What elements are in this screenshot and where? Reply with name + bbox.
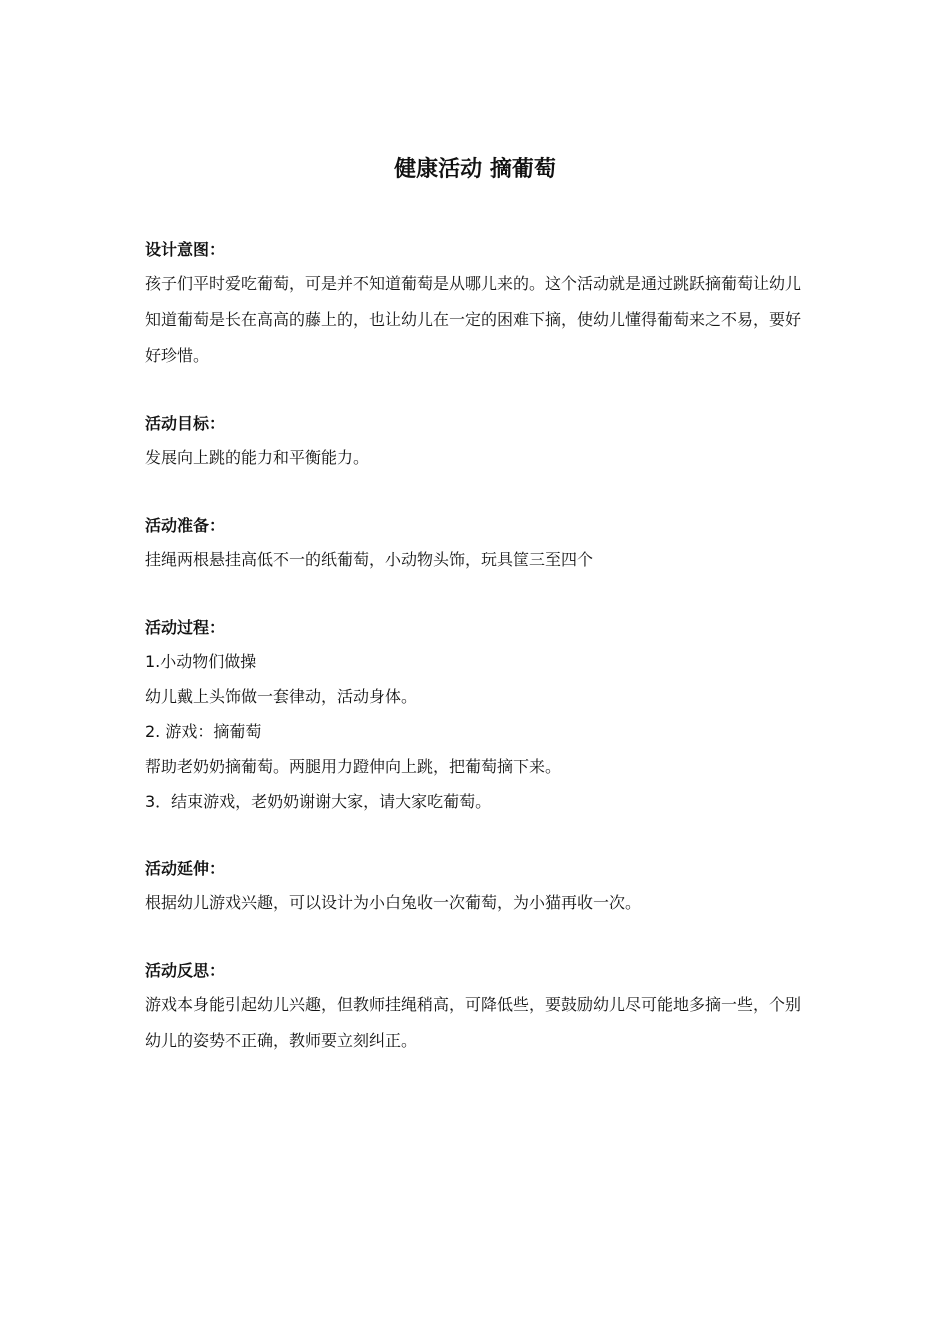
section-activity-process bbox=[145, 612, 815, 819]
section-activity-reflection bbox=[145, 955, 815, 1059]
section-heading: 活动反思： bbox=[145, 961, 226, 980]
section-heading: 设计意图： bbox=[145, 240, 226, 259]
section-paragraph: 孩子们平时爱吃葡萄，可是并不知道葡萄是从哪儿来的。这个活动就是通过跳跃摘葡萄让幼儿知道葡萄是长在高高的藤上的，也让幼儿在一定的困难下摘，使幼儿懂得葡萄来之不易，要好好珍惜。 bbox=[145, 274, 802, 365]
process-step-detail: 幼儿戴上头饰做一套律动，活动身体。 bbox=[145, 687, 418, 706]
section-heading: 活动目标： bbox=[145, 414, 226, 433]
section-paragraph: 发展向上跳的能力和平衡能力。 bbox=[145, 448, 370, 467]
process-step: 2. 游戏：摘葡萄 bbox=[145, 722, 262, 741]
section-heading: 活动延伸： bbox=[145, 859, 226, 878]
section-paragraph: 游戏本身能引起幼儿兴趣，但教师挂绳稍高，可降低些，要鼓励幼儿尽可能地多摘一些，个别幼儿的姿势不正确，教师要立刻纠正。 bbox=[145, 995, 802, 1050]
process-step: 1.小动物们做操 bbox=[145, 652, 257, 671]
section-design-intent bbox=[145, 234, 815, 374]
process-step: 3．结束游戏，老奶奶谢谢大家，请大家吃葡萄。 bbox=[145, 792, 492, 811]
section-activity-extension bbox=[145, 853, 815, 921]
section-heading: 活动准备： bbox=[145, 516, 226, 535]
section-paragraph: 挂绳两根悬挂高低不一的纸葡萄，小动物头饰，玩具筐三至四个 bbox=[145, 550, 594, 569]
section-activity-preparation bbox=[145, 510, 815, 578]
section-paragraph: 根据幼儿游戏兴趣，可以设计为小白兔收一次葡萄，为小猫再收一次。 bbox=[145, 893, 642, 912]
document-body bbox=[145, 234, 815, 1059]
section-heading: 活动过程： bbox=[145, 618, 226, 637]
section-activity-goal bbox=[145, 408, 815, 476]
process-step-detail: 帮助老奶奶摘葡萄。两腿用力蹬伸向上跳，把葡萄摘下来。 bbox=[145, 757, 562, 776]
document-title: 健康活动 摘葡萄 bbox=[394, 157, 556, 182]
